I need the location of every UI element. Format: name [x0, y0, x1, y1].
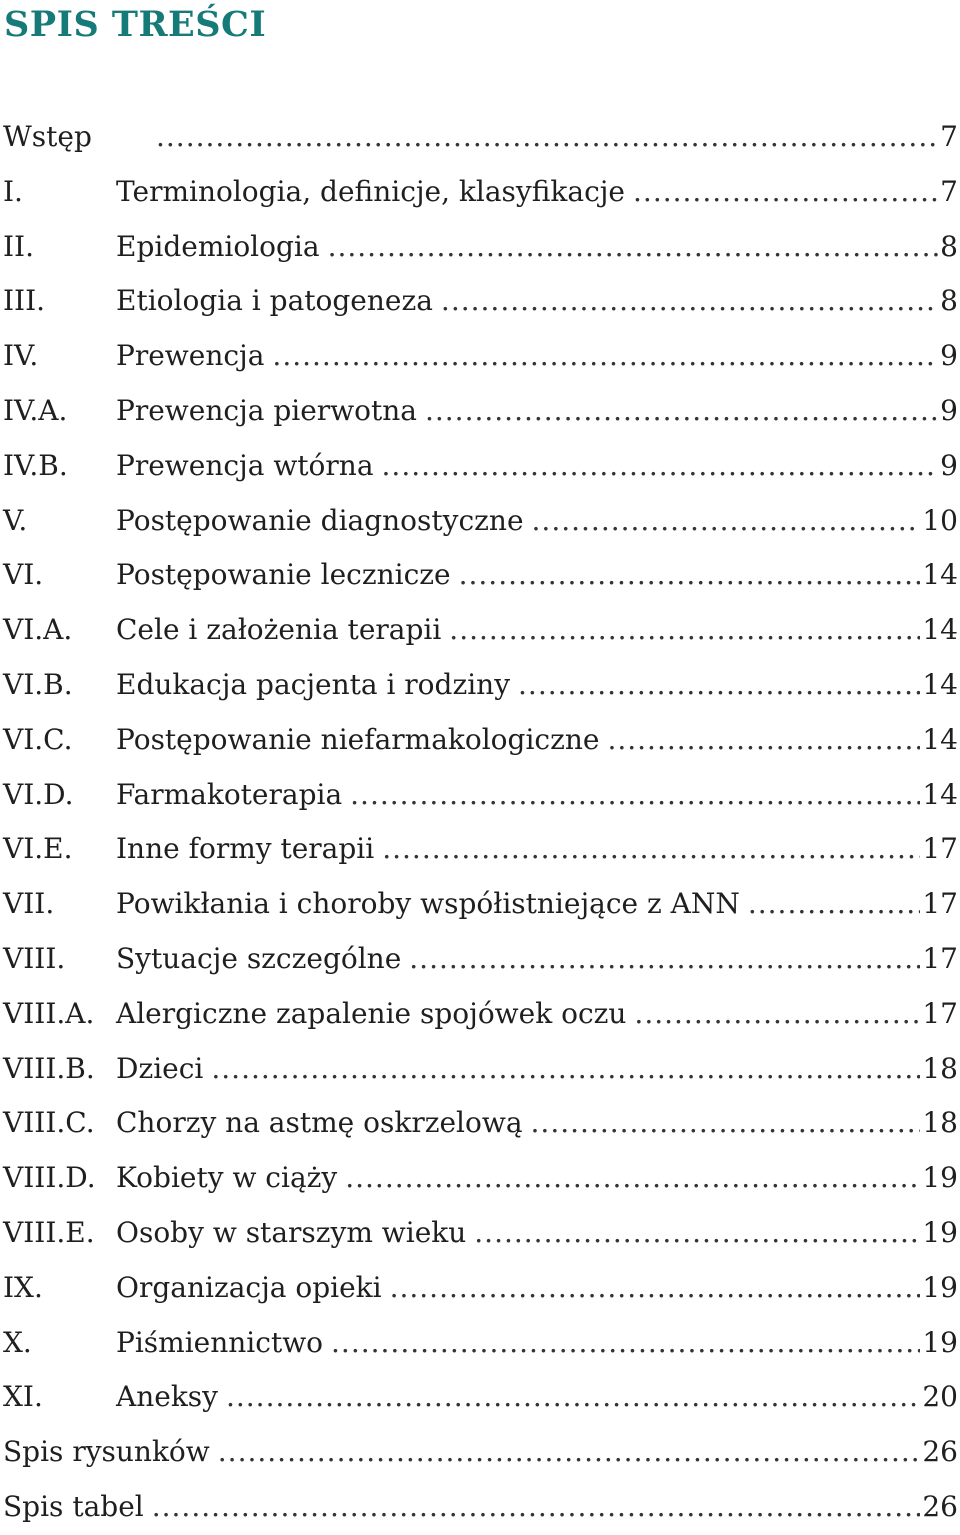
- toc-entry[interactable]: [0, 1261, 960, 1316]
- toc-dot-leader: [218, 1425, 921, 1480]
- toc-entry-number: VIII.C.: [3, 1106, 95, 1140]
- toc-entry[interactable]: [0, 603, 960, 658]
- toc-dot-leader: [409, 932, 920, 987]
- toc-dot-leader: [226, 1370, 920, 1425]
- toc-entry-label: Osoby w starszym wieku: [116, 1215, 467, 1249]
- toc-entry-page: 9: [940, 339, 958, 373]
- toc-entry-number: VI.B.: [3, 667, 73, 701]
- toc-dot-leader: [211, 1042, 920, 1097]
- toc-entry-label: Spis tabel: [3, 1489, 144, 1523]
- toc-entry-number: IV.: [3, 339, 39, 373]
- toc-dot-leader: [607, 713, 920, 768]
- toc-entry-page: 7: [940, 120, 958, 153]
- toc-entry-label: Postępowanie diagnostyczne: [116, 503, 524, 537]
- toc-entry-label: Dzieci: [116, 1051, 204, 1085]
- page-title: SPIS TREŚCI: [4, 4, 267, 45]
- toc-entry[interactable]: [0, 1206, 960, 1261]
- toc-entry[interactable]: [0, 439, 960, 494]
- toc-entry-page: 9: [940, 393, 958, 427]
- toc-dot-leader: [441, 274, 938, 329]
- toc-entry-label: Kobiety w ciąży: [116, 1161, 338, 1195]
- toc-entry-label: Terminologia, definicje, klasyfikacje: [116, 174, 626, 208]
- toc-entry[interactable]: [0, 768, 960, 823]
- toc-entry-number: II.: [3, 229, 35, 263]
- toc-entry-page: 10: [922, 503, 958, 537]
- toc-entry[interactable]: [0, 494, 960, 549]
- toc-entry-label: Prewencja wtórna: [116, 448, 374, 482]
- toc-entry-label: Postępowanie niefarmakologiczne: [116, 722, 600, 756]
- toc-entry-number: XI.: [3, 1380, 43, 1414]
- toc-entry-page: 14: [922, 667, 958, 701]
- toc-entry[interactable]: [0, 165, 960, 220]
- toc-dot-leader: [345, 1151, 920, 1206]
- toc-entry-page: 9: [940, 448, 958, 482]
- toc-entry-label: Etiologia i patogeneza: [116, 284, 433, 318]
- toc-entry-number: IV.A.: [3, 393, 68, 427]
- toc-entry-label: Edukacja pacjenta i rodziny: [116, 667, 511, 701]
- toc-entry-number: VIII.B.: [3, 1051, 95, 1085]
- toc-entry-number: III.: [3, 284, 46, 318]
- toc-entry[interactable]: [0, 220, 960, 275]
- toc-dot-leader: [518, 658, 920, 713]
- toc-entry[interactable]: [0, 384, 960, 439]
- table-of-contents: [0, 110, 960, 1535]
- toc-dot-leader: [350, 768, 920, 823]
- toc-entry-number: IV.B.: [3, 448, 68, 482]
- toc-entry-label: Spis rysunków: [3, 1435, 210, 1469]
- toc-entry-number: X.: [3, 1325, 32, 1359]
- toc-entry-number: VIII.A.: [3, 996, 95, 1030]
- toc-dot-leader: [390, 1261, 921, 1316]
- toc-entry[interactable]: [0, 877, 960, 932]
- toc-entry-number: VI.A.: [3, 613, 73, 647]
- toc-dot-leader: [331, 1316, 920, 1371]
- toc-entry[interactable]: [0, 1370, 960, 1425]
- toc-entry-number: VI.D.: [3, 777, 74, 811]
- toc-entry-page: 17: [922, 887, 958, 921]
- toc-entry-page: 8: [940, 229, 958, 263]
- toc-entry-number: VI.C.: [3, 722, 73, 756]
- toc-entry-label: Sytuacje szczególne: [116, 941, 402, 975]
- toc-entry-page: 7: [940, 174, 958, 208]
- toc-entry-page: 14: [922, 613, 958, 647]
- toc-entry[interactable]: [0, 932, 960, 987]
- toc-entry-page: 17: [922, 996, 958, 1030]
- toc-entry-page: 19: [922, 1325, 958, 1359]
- toc-entry-page: 17: [922, 941, 958, 975]
- toc-dot-leader: [272, 329, 938, 384]
- toc-entry[interactable]: [0, 274, 960, 329]
- toc-entry-label: Prewencja pierwotna: [116, 393, 417, 427]
- toc-entry-label: Prewencja: [116, 339, 265, 373]
- toc-entry-page: 8: [940, 284, 958, 318]
- toc-entry-page: 26: [922, 1435, 958, 1469]
- toc-entry-label: Epidemiologia: [116, 229, 320, 263]
- toc-entry[interactable]: [0, 1042, 960, 1097]
- toc-entry-label: Organizacja opieki: [116, 1270, 382, 1304]
- toc-entry-page: 26: [922, 1489, 958, 1523]
- toc-entry-page: 19: [922, 1270, 958, 1304]
- toc-entry-number: VI.E.: [3, 832, 73, 866]
- toc-dot-leader: [474, 1206, 920, 1261]
- toc-entry[interactable]: [0, 822, 960, 877]
- toc-entry[interactable]: [0, 713, 960, 768]
- toc-entry-number: Wstęp: [3, 120, 92, 153]
- toc-dot-leader: [532, 494, 921, 549]
- toc-entry-label: Postępowanie lecznicze: [116, 558, 451, 592]
- toc-dot-leader: [328, 220, 939, 275]
- toc-entry-page: 14: [922, 777, 958, 811]
- toc-entry[interactable]: [0, 548, 960, 603]
- toc-entry-page: 14: [922, 558, 958, 592]
- toc-dot-leader: [531, 1096, 921, 1151]
- toc-entry-page: 18: [922, 1051, 958, 1085]
- toc-entry-number: VIII.D.: [3, 1161, 96, 1195]
- toc-entry-label: Cele i założenia terapii: [116, 613, 442, 647]
- toc-dot-leader: [156, 110, 938, 165]
- toc-entry-page: 18: [922, 1106, 958, 1140]
- toc-dot-leader: [449, 603, 920, 658]
- toc-dot-leader: [748, 877, 921, 932]
- toc-entry-page: 17: [922, 832, 958, 866]
- toc-entry-number: VI.: [3, 558, 44, 592]
- toc-entry-number: V.: [3, 503, 28, 537]
- toc-entry[interactable]: [0, 658, 960, 713]
- toc-entry-page: 19: [922, 1161, 958, 1195]
- toc-dot-leader: [634, 987, 920, 1042]
- toc-entry-label: Piśmiennictwo: [116, 1325, 324, 1359]
- toc-entry-page: 19: [922, 1215, 958, 1249]
- toc-entry-label: Inne formy terapii: [116, 832, 375, 866]
- toc-entry-page: 20: [922, 1380, 958, 1414]
- toc-dot-leader: [633, 165, 938, 220]
- toc-entry-label: Chorzy na astmę oskrzelową: [116, 1106, 523, 1140]
- toc-entry-label: Farmakoterapia: [116, 777, 343, 811]
- toc-entry[interactable]: [0, 1151, 960, 1206]
- toc-dot-leader: [382, 822, 920, 877]
- toc-entry-number: IX.: [3, 1270, 43, 1304]
- toc-entry[interactable]: [0, 1480, 960, 1535]
- toc-entry-label: Powikłania i choroby współistniejące z ANN: [116, 887, 740, 921]
- toc-entry-label: Alergiczne zapalenie spojówek oczu: [116, 996, 627, 1030]
- toc-entry[interactable]: [0, 110, 960, 165]
- toc-entry-number: VIII.: [3, 941, 66, 975]
- toc-entry-page: 14: [922, 722, 958, 756]
- toc-dot-leader: [382, 439, 939, 494]
- toc-dot-leader: [152, 1480, 921, 1535]
- toc-dot-leader: [459, 548, 921, 603]
- toc-dot-leader: [425, 384, 938, 439]
- toc-entry[interactable]: [0, 329, 960, 384]
- toc-entry[interactable]: [0, 1316, 960, 1371]
- toc-entry-number: VIII.E.: [3, 1215, 95, 1249]
- toc-entry-number: VII.: [3, 887, 55, 921]
- toc-entry[interactable]: [0, 1096, 960, 1151]
- toc-entry-number: I.: [3, 174, 23, 208]
- toc-entry[interactable]: [0, 1425, 960, 1480]
- toc-entry-label: Aneksy: [116, 1380, 218, 1414]
- toc-entry[interactable]: [0, 987, 960, 1042]
